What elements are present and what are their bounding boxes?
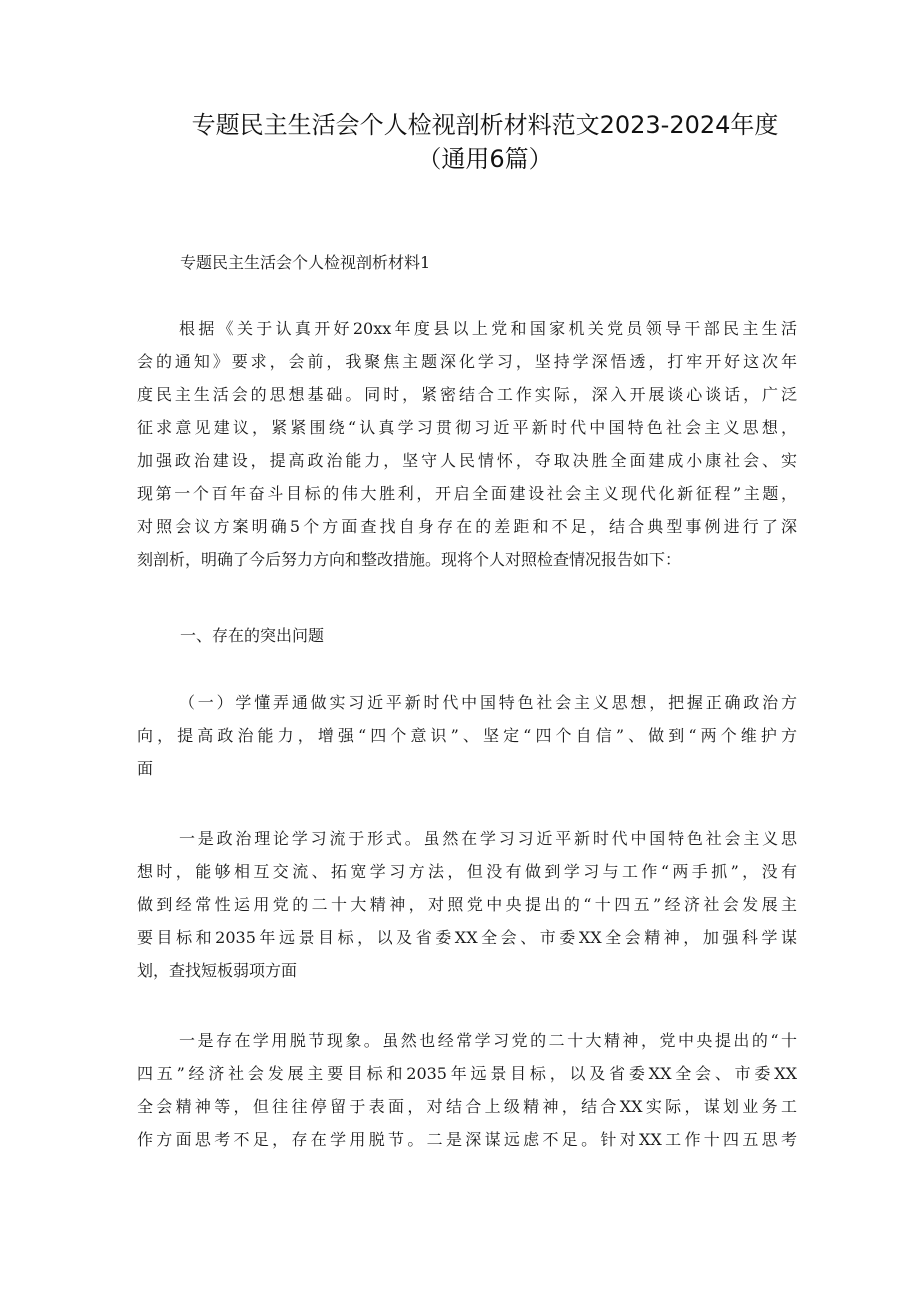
title-line-2: （通用6篇） [417, 145, 553, 173]
paragraph-line: 全会精神等，但往往停留于表面，对结合上级精神，结合XX实际，谋划业务工 [137, 1097, 797, 1116]
paragraph-line: 做到经常性运用党的二十大精神，对照党中央提出的“十四五”经济社会发展主 [137, 895, 797, 914]
paragraph-line: 一是政治理论学习流于形式。虽然在学习习近平新时代中国特色社会主义思 [179, 829, 797, 848]
paragraph-line: 要目标和2035年远景目标，以及省委XX全会、市委XX全会精神，加强科学谋 [137, 928, 797, 947]
paragraph-line: 面 [137, 759, 154, 778]
paragraph-political-study [137, 828, 797, 982]
paragraph-line: 加强政治建设，提高政治能力，坚守人民情怀，夺取决胜全面建成小康社会、实 [137, 451, 797, 470]
paragraph-line: 想时，能够相互交流、拓宽学习方法，但没有做到学习与工作“两手抓”，没有 [137, 862, 797, 881]
paragraph-line: 现第一个百年奋斗目标的伟大胜利，开启全面建设社会主义现代化新征程”主题， [137, 484, 797, 503]
paragraph-line: 根据《关于认真开好20xx年度县以上党和国家机关党员领导干部民主生活 [179, 319, 797, 338]
subsection-heading-1 [137, 692, 797, 780]
paragraph-line: 一是存在学用脱节现象。虽然也经常学习党的二十大精神，党中央提出的“十 [179, 1031, 797, 1050]
document-subtitle: 专题民主生活会个人检视剖析材料1 [180, 253, 431, 272]
paragraph-line: 征求意见建议，紧紧围绕“认真学习贯彻习近平新时代中国特色社会主义思想， [137, 418, 797, 437]
paragraph-line: 作方面思考不足，存在学用脱节。二是深谋远虑不足。针对XX工作十四五思考 [137, 1130, 797, 1149]
title-line-1: 专题民主生活会个人检视剖析材料范文2023-2024年度 [191, 111, 779, 139]
intro-paragraph [137, 318, 797, 571]
paragraph-theory-practice [137, 1030, 797, 1151]
paragraph-line: （一）学懂弄通做实习近平新时代中国特色社会主义思想，把握正确政治方 [179, 693, 797, 712]
paragraph-line: 度民主生活会的思想基础。同时，紧密结合工作实际，深入开展谈心谈话，广泛 [137, 385, 797, 404]
paragraph-line: 四五”经济社会发展主要目标和2035年远景目标，以及省委XX全会、市委XX [137, 1064, 797, 1083]
paragraph-line: 划，查找短板弱项方面 [137, 961, 298, 980]
paragraph-line: 刻剖析，明确了今后努力方向和整改措施。现将个人对照检查情况报告如下： [137, 550, 682, 569]
section-heading-1: 一、存在的突出问题 [180, 626, 325, 645]
paragraph-line: 对照会议方案明确5个方面查找自身存在的差距和不足，结合典型事例进行了深 [137, 517, 797, 536]
paragraph-line: 向，提高政治能力，增强“四个意识”、坚定“四个自信”、做到“两个维护方 [137, 726, 797, 745]
paragraph-line: 会的通知》要求，会前，我聚焦主题深化学习，坚持学深悟透，打牢开好这次年 [137, 352, 797, 371]
document-title [140, 108, 830, 176]
